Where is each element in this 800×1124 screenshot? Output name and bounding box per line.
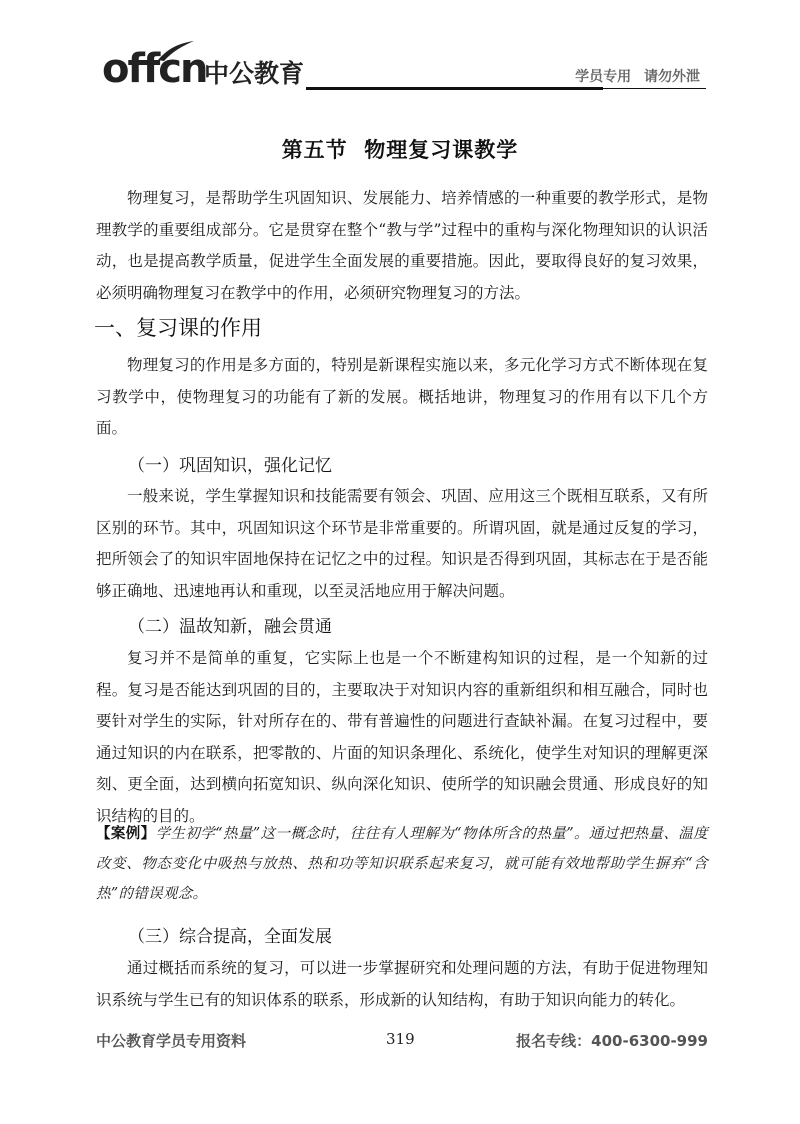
- heading-review-role: 一、复习课的作用: [94, 316, 262, 340]
- logo-chinese-name: 中公教育: [204, 59, 305, 88]
- logo-wordmark: offcn: [102, 46, 207, 92]
- subheading-consolidate: （一）巩固知识，强化记忆: [128, 456, 332, 476]
- enrollment-hotline: 报名专线：400-6300-999: [516, 1032, 708, 1050]
- case-text: 学生初学“热量”这一概念时，往往有人理解为“物体所含的热量”。通过把热量、温度改变、物态变化中吸热与放热、热和功等知识联系起来复习，就可能有效地帮助学生摒弃“含热”的错误观念。: [96, 826, 708, 902]
- header-rule-thick: [306, 87, 603, 90]
- offcn-logo: [96, 40, 306, 92]
- header-rule-thin: [603, 88, 706, 89]
- footer-material-label: 中公教育学员专用资料: [96, 1032, 247, 1050]
- subheading-comprehensive: （三）综合提高，全面发展: [128, 927, 332, 947]
- subheading-review-new: （二）温故知新，融会贯通: [128, 617, 332, 637]
- comprehensive-paragraph: 通过概括而系统的复习，可以进一步掌握研究和处理问题的方法，有助于促进物理知识系统与学生已有的知识体系的联系，形成新的认知结构，有助于知识向能力的转化。: [96, 959, 708, 1009]
- page-number: 319: [386, 1030, 415, 1048]
- page-header: [96, 40, 706, 92]
- section-title: 第五节 物理复习课教学: [281, 138, 519, 162]
- review-role-paragraph: 物理复习的作用是多方面的，特别是新课程实施以来，多元化学习方式不断体现在复习教学中，使物理复习的功能有了新的发展。概括地讲，物理复习的作用有以下几个方面。: [96, 356, 708, 437]
- case-example: [96, 819, 708, 909]
- case-label: 【案例】: [96, 825, 156, 842]
- review-new-paragraph: 复习并不是简单的重复，它实际上也是一个不断建构知识的过程，是一个知新的过程。复习是否能达到巩固的目的，主要取决于对知识内容的重新组织和相互融合，同时也要针对学生的实际，针对所存在的、带有普遍性的问题进行查缺补漏。在复习过程中，要通过知识的内在联系，把零散的、片面的知识条理化、系统化，使学生对知识的理解更深刻、更全面，达到横向拓宽知识、纵向深化知识、使所学的知识融会贯通、形成良好的知识结构的目的。: [96, 649, 708, 825]
- intro-paragraph: 物理复习，是帮助学生巩固知识、发展能力、培养情感的一种重要的教学形式，是物理教学的重要组成部分。它是贯穿在整个“教与学”过程中的重构与深化物理知识的认识活动，也是提高教学质量，促进学生全面发展的重要措施。因此，要取得良好的复习效果，必须明确物理复习在教学中的作用，必须研究物理复习的方法。: [96, 189, 708, 302]
- page-footer: [96, 1030, 708, 1054]
- internal-use-notice: 学员专用 请勿外泄: [575, 69, 700, 85]
- consolidate-paragraph: 一般来说，学生掌握知识和技能需要有领会、巩固、应用这三个既相互联系，又有所区别的环节。其中，巩固知识这个环节是非常重要的。所谓巩固，就是通过反复的学习，把所领会了的知识牢固地保持在记忆之中的过程。知识是否得到巩固，其标志在于是否能够正确地、迅速地再认和重现，以至灵活地应用于解决问题。: [96, 487, 708, 600]
